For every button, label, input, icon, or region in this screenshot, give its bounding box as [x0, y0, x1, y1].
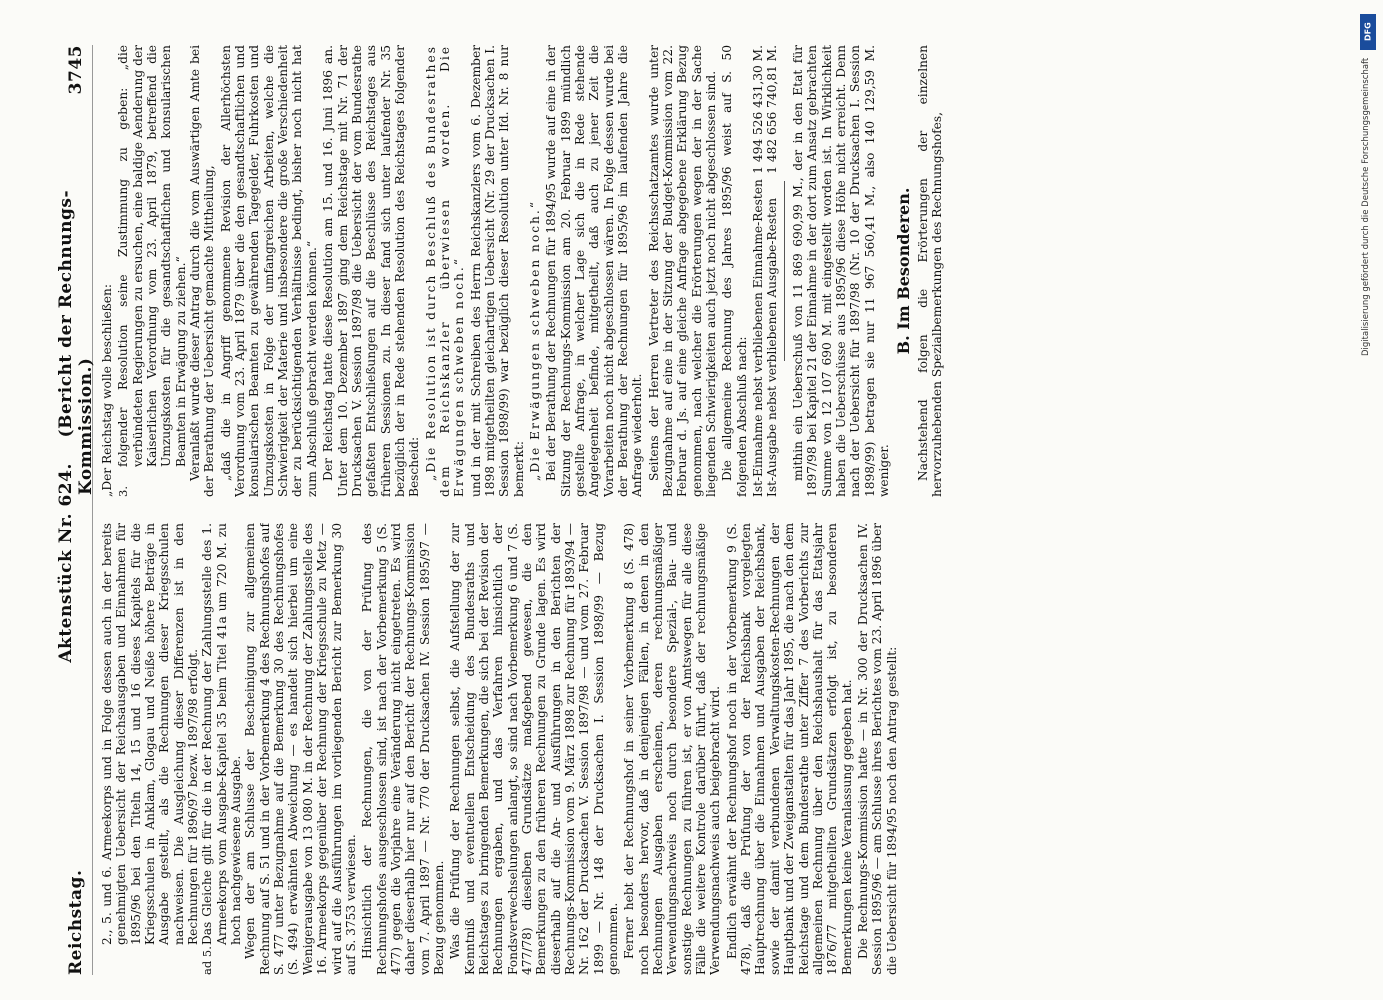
paragraph: Bei der Berathung der Rechnungen für 1894/95 wurde auf eine in der Sitzung der Rechnungs-Kommission am 20. Februar 1899 mündlich gestellte Anfrage, in welcher Lage sich die in Rede stehende Angelegenheit befinde, mitgetheilt, daß auch zu jener Zeit die Vorarbeiten noch nicht abgeschlossen wären. In Folge dessen wurde bei der Berathung der Rechnungen für 1895/96 im laufenden Jahre die Anfrage wiederholt.: [544, 45, 645, 497]
amount-label: Ist-Einnahme nebst verbliebenen Einnahme-Resten: [751, 179, 766, 497]
digitization-sidebar: [1358, 12, 1380, 992]
amount-value: 1 494 526 431,30 M.: [751, 45, 766, 174]
page-header: [56, 45, 96, 975]
digitization-credit: Digitalisierung gefördert durch die Deutsche Forschungsgemeinschaft: [1361, 58, 1371, 357]
header-title: [56, 138, 96, 715]
paragraph: Wegen der am Schlusse der Bescheinigung zur allgemeinen Rechnung auf S. 51 und in der Vorbemerkung 4 des Rechnungshofes auf S. 477 unter Bezugnahme auf die Bemerkung 30 des Rechnungshofes (S. 494) erwähnten Abweichung — es handelt sich hierbei um eine Wenigerausgabe von 13 080 M. in der Rechnung der Zahlungsstelle des 16. Armeekorps gegenüber der Rechnung der Kriegsschule zu Metz — wird auf die Ausführungen im vorliegenden Bericht zur Bemerkung 30 auf S. 3753 verwiesen.: [243, 523, 358, 975]
paragraph: und in der mit Schreiben des Herrn Reichskanzlers vom 6. Dezember 1898 mitgetheilten gleichartigen Uebersicht (Nr. 29 der Drucksachen I. Session 1898/99) war bezüglich dieser Resolution unter lfd. Nr. 8 nur bemerkt:: [468, 45, 526, 497]
divider: [784, 181, 785, 362]
quoted-paragraph: „Die Resolution ist durch Beschluß des Bundesrathes dem Reichskanzler überwiesen worden. Die Erwägungen schweben noch.“: [423, 45, 467, 497]
paragraph: Ferner hebt der Rechnungshof in seiner Vorbemerkung 8 (S. 478) noch besonders hervor, daß in denjenigen Fällen, in denen in den Rechnungen Ausgaben erscheinen, deren rechnungsmäßiger Verwendungsnachweis noch durch besondere Spezial-, Bau- und sonstige Rechnungen zu führen ist, er von Amtswegen für alle diese Fälle die weitere Kontrole darüber führt, daß der rechnungsmäßige Verwendungsnachweis auch beigebracht wird.: [622, 523, 723, 975]
list-item: [100, 523, 200, 975]
paragraph: Die Rechnungs-Kommission hatte — in Nr. 300 der Drucksachen IV. Session 1895/96 — am Schlusse ihres Berichtes vom 23. April 1896 über die Uebersicht für 1894/95 noch den Antrag gestellt:: [855, 523, 899, 975]
item-text: 2., 5. und 6. Armeekorps und in Folge dessen auch in der bereits genehmigten Uebersicht der Reichsausgaben und Einnahmen für 1895/96 bei den Titeln 14, 15 und 16 dieses Kapitels für die Kriegsschulen in Anklam, Glogau und Neiße höhere Beträge in Ausgabe gestellt, als die Rechnungen dieser Kriegsschulen nachweisen. Die Ausgleichung dieser Differenzen ist in den Rechnungen für 1896/97 bezw. 1897/98 erfolgt.: [100, 523, 201, 945]
list-item: [200, 523, 243, 975]
left-column: [100, 523, 1350, 975]
paragraph: Der Reichstag hatte diese Resolution am 15. und 16. Juni 1896 an. Unter dem 10. Dezember 1897 ging dem Reichstage mit Nr. 71 der Drucksachen V. Session 1897/98 die Uebersicht der vom Bundesrathe gefaßten Entschließungen auf die Beschlüsse des Reichstages aus früheren Sessionen zu. In dieser fand sich unter laufender Nr. 35 bezüglich der in Rede stehenden Resolution des Reichstages folgender Bescheid:: [321, 45, 422, 497]
list-item: [116, 45, 188, 497]
amount-row: [765, 45, 779, 497]
right-column: [100, 45, 1350, 497]
paragraph: Die allgemeine Rechnung des Jahres 1895/96 weist auf S. 50 folgenden Abschluß nach:: [720, 45, 749, 497]
paragraph: Hinsichtlich der Rechnungen, die von der Prüfung des Rechnungshofes ausgeschlossen sind, ist nach der Vorbemerkung 5 (S. 477) gegen die Vorjahre eine Veränderung nicht eingetreten. Es wird daher dieserhalb hier nur auf den Bericht der Rechnungs-Kommission vom 7. April 1897 — Nr. 770 der Drucksachen IV. Session 1895/97 — Bezug genommen.: [360, 523, 446, 975]
header-title-report: (Bericht der Rechnungs-Kommission.): [56, 189, 96, 496]
item-label: ad 5.: [200, 946, 215, 975]
item-label: [100, 945, 200, 975]
amount-label: Ist-Ausgabe nebst verbliebenen Ausgabe-Resten: [765, 197, 780, 497]
header-title-document: Aktenstück Nr. 624.: [56, 463, 76, 663]
item-label: 3.: [116, 486, 131, 497]
paragraph: mithin ein Ueberschuß von 11 869 690,99 M., der in den Etat für 1897/98 bei Kapitel 21 der Einnahme in der dort zum Ansatz gebrachten Summe von 12 107 690 M. mit eingestellt worden ist. In Wirklichkeit haben die Ueberschüsse aus 1895/96 diese Höhe nicht erreicht. Denn nach der Uebersicht für 1897/98 (Nr. 10 der Drucksachen I. Session 1898/99) betragen sie nur 11 967 560,41 M., also 140 129,59 M. weniger.: [790, 45, 891, 497]
page-number: 3745: [66, 45, 86, 95]
paragraph: „Der Reichstag wolle beschließen:: [100, 284, 114, 497]
paragraph: Veranlaßt wurde dieser Antrag durch die vom Auswärtigen Amte bei der Berathung der Uebersicht gemachte Mittheilung,: [188, 45, 217, 497]
paragraph: Was die Prüfung der Rechnungen selbst, die Aufstellung der zur Kenntniß und eventuellen Entscheidung des Bundesraths und Reichstages zu bringenden Bemerkungen, die sich bei der Revision der Rechnungen ergaben, und das Verfahren hinsichtlich der Fondsverwechselungen anlangt, so sind nach Vorbemerkung 6 und 7 (S. 477/78) dieselben Grundsätze maßgebend gewesen, die den Bemerkungen zu den früheren Rechnungen zu Grunde lagen. Es wird dieserhalb auf die An- und Ausführungen in den Berichten der Rechnungs-Kommission vom 9. März 1898 zur Rechnung für 1893/94 — Nr. 162 der Drucksachen V. Session 1897/98 — und vom 27. Februar 1899 — Nr. 148 der Drucksachen I. Session 1898/99 — Bezug genommen.: [448, 523, 621, 975]
quoted-paragraph: „daß die in Angriff genommene Revision der Allerhöchsten Verordnung vom 23. April 1879 über die den gesandtschaftlichen und konsularischen Beamten zu gewährenden Tagegelder, Fuhrkosten und Umzugskosten in Folge der umfangreichen Arbeiten, welche die Schwierigkeit der Materie und insbesondere die große Verschiedenheit der zu berücksichtigenden Verhältnisse bedingt, bisher noch nicht hat zum Abschluß gebracht werden können.“: [218, 45, 319, 497]
item-text: folgender Resolution seine Zustimmung zu geben: „die verbündeten Regierungen zu ersuchen, eine baldige Aenderung der Kaiserlichen Verordnung vom 23. April 1879, betreffend die Umzugskosten für die gesandtschaftlichen und konsularischen Beamten in Erwägung zu ziehen.“: [116, 45, 188, 467]
amount-row: [751, 45, 765, 497]
paragraph: Seitens der Herren Vertreter des Reichsschatzamtes wurde unter Bezugnahme auf eine in der Sitzung der Budget-Kommission vom 22. Februar d. Js. auf eine gleiche Anfrage abgegebene Erklärung Bezug genommen, nach welcher die Erörterungen wegen der in der Sache liegenden Schwierigkeiten auch jetzt noch nicht abgeschlossen sind.: [646, 45, 719, 497]
rotated-document: [56, 45, 1360, 975]
amount-value: 1 482 656 740,81 M.: [765, 45, 780, 174]
quoted-paragraph: „Die Erwägungen schweben noch.“: [527, 199, 542, 481]
paragraph: Endlich erwähnt der Rechnungshof noch in der Vorbemerkung 9 (S. 478), daß die Prüfung der von der Reichsbank vorgelegten Hauptrechnung über die Einnahmen und Ausgaben der Reichsbank, sowie der damit verbundenen Verwaltungskosten-Rechnungen der Hauptbank und der Zweiganstalten für das Jahr 1895, die nach den dem Reichstage und dem Bundesrathe unter Ziffer 7 des Vorberichts zur allgemeinen Rechnung über den Reichshaushalt für das Etatsjahr 1876/77 mitgetheilten Grundsätzen erfolgt ist, zu besonderen Bemerkungen keine Veranlassung gegeben hat.: [724, 523, 854, 975]
dfg-logo: DFG: [1360, 14, 1376, 50]
item-text: Das Gleiche gilt für die in der Rechnung der Zahlungsstelle des 1. Armeekorps vom Ausgabe-Kapitel 35 beim Titel 41a um 720 M. zu hoch nachgewiesene Ausgabe.: [200, 523, 244, 945]
paragraph: Nachstehend folgen die Erörterungen der einzelnen hervorzuhebenden Spezialbemerkungen des Rechnungshofes,: [915, 45, 944, 497]
header-left: Reichstag.: [66, 869, 86, 975]
section-heading: B. Im Besonderen.: [894, 187, 914, 355]
